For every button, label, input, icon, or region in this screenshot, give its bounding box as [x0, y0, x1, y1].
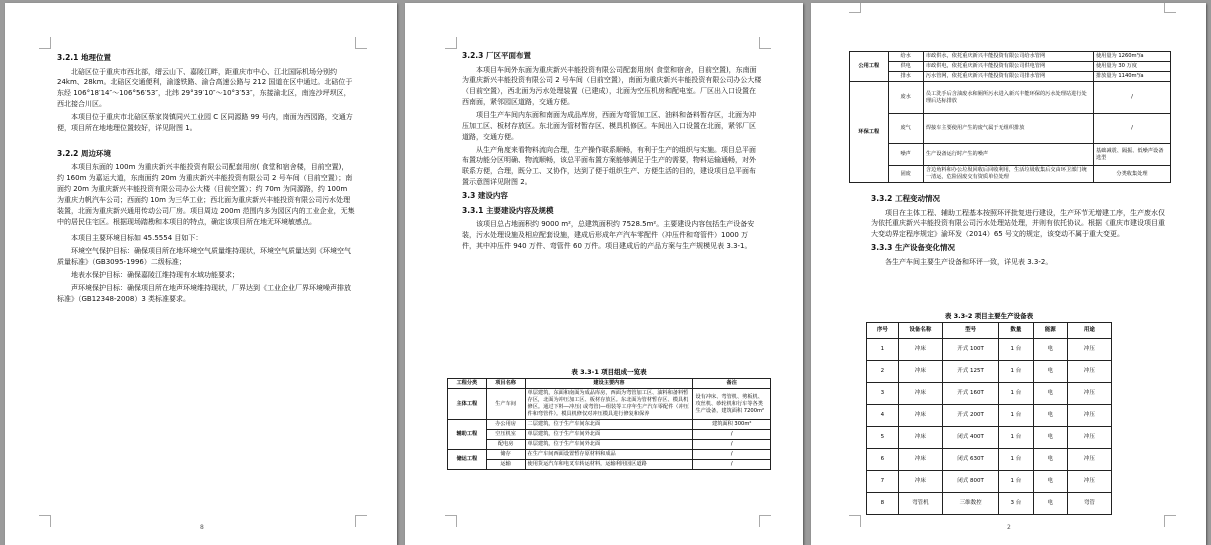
table-cell: / [693, 430, 771, 440]
table-cell: 冲压 [1067, 449, 1111, 471]
table-cell: / [693, 440, 771, 450]
table-cell: 含边角料和办公垃圾回收后回收利用，生活垃圾收集后交由环卫部门统一清运，危险固废交有资质单位处理 [923, 166, 1093, 183]
table-cell: 单层建筑，位于生产车间外北面 [525, 440, 693, 450]
table-row [850, 114, 1171, 144]
table-cell: 市政供电，依托重庆新兴丰能投资有限公司供电管网 [923, 62, 1093, 72]
table-header-cell: 用途 [1067, 323, 1111, 339]
table-row [867, 383, 1112, 405]
paragraph: 北碚区位于重庆市西北部，缙云山下、嘉陵江畔，距重庆市中心、江北国际机场分别约 24km、28km。北碚区交通便利，渝遂铁路、渝合高速公路与 212 国道在区中通过。北碚位于东经 106°18′14″～106°56′53″，北纬 29°39′10″～10°3′53″，东接渝北区，南连沙坪坝区，西北接合川区。 [57, 67, 353, 109]
table-cell: 污水管网，依托重庆新兴丰能投资有限公司排水管网 [923, 72, 1093, 82]
table-cell: 5 [867, 427, 899, 449]
table-row [850, 72, 1171, 82]
table-cell: 8 [867, 493, 899, 515]
table-cell: 储存 [486, 450, 525, 460]
table-cell: 电 [1033, 471, 1067, 493]
table-cell: 储运工程 [448, 450, 487, 470]
equipment-table-wrapper [866, 309, 1112, 515]
table-cell: 电 [1033, 449, 1067, 471]
table-cell: 闭式 800T [942, 471, 998, 493]
page-number: 2 [1007, 524, 1011, 531]
table-cell: 闭式 400T [942, 427, 998, 449]
table-row [867, 361, 1112, 383]
table-cell: 1 台 [999, 449, 1033, 471]
table-cell: 使用量为 1260m³/a [1093, 52, 1170, 62]
page-number: 8 [200, 524, 204, 531]
table-cell: 固废 [888, 166, 923, 183]
table-header-cell: 能源 [1033, 323, 1067, 339]
table-row [850, 52, 1171, 62]
table-caption: 表 3.3-1 项目组成一览表 [571, 368, 647, 376]
table-cell: 办公用房 [486, 420, 525, 430]
table-cell: 冲床 [898, 361, 942, 383]
table-cell: 冲床 [898, 449, 942, 471]
margin-mark [445, 37, 457, 49]
paragraph: 项目在主体工程、辅助工程基本按照环评批复进行建设，生产环节无增建工序，生产废水仅为依托重庆新兴丰能投资有限公司污水处理站处理，并则有依托协议。根据《重庆市建设项目重大变动界定程序规定》渝环发（2014）65 号文的规定，该变动不属于重大变更。 [871, 208, 1165, 239]
heading-3-3: 3.3 建设内容 [462, 190, 508, 200]
paragraph: 各生产车间主要生产设备和环评一致，详见表 3.3-2。 [885, 257, 1053, 266]
table-3-3-1-wrapper [447, 365, 771, 470]
table-cell: 2 [867, 361, 899, 383]
table-cell: 生产设备运行时产生的噪声 [923, 144, 1093, 166]
margin-mark [39, 515, 51, 527]
table-cell: 电 [1033, 405, 1067, 427]
table-cell: 1 台 [999, 471, 1033, 493]
table-cell: / [693, 460, 771, 470]
table-cell: 1 [867, 339, 899, 361]
table-cell: 使用量为 30 万度 [1093, 62, 1170, 72]
margin-mark [39, 37, 51, 49]
table-cell: 配电房 [486, 440, 525, 450]
heading-3-3-1: 3.3.1 主要建设内容及规模 [462, 205, 554, 215]
table-row [850, 62, 1171, 72]
margin-mark [759, 515, 771, 527]
table-cell: 市政供水，依托重庆新兴丰能投资有限公司给水管网 [923, 52, 1093, 62]
project-composition-table-continued [849, 51, 1171, 183]
table-cell: 1 台 [999, 427, 1033, 449]
table-cell: / [1093, 114, 1170, 144]
heading-3-2-3: 3.2.3 厂区平面布置 [462, 51, 531, 60]
margin-mark [355, 37, 367, 49]
margin-mark [1164, 515, 1176, 527]
table-cell: 在生产车间西面设置暂存原材料和成品 [525, 450, 693, 460]
document-page-3 [811, 3, 1206, 545]
table-cell: 使用货运汽车和电叉车转运材料，运输利用园区道路 [525, 460, 693, 470]
table-cell: 冲压 [1067, 427, 1111, 449]
table-cell: / [693, 450, 771, 460]
paragraph: 声环境保护目标：确保项目所在地声环境维持现状，厂界达到《工业企业厂界环境噪声排放标准》（GB12348-2008）3 类标准要求。 [57, 283, 351, 303]
margin-mark [445, 515, 457, 527]
table-cell: 电 [1033, 383, 1067, 405]
page-3-text [871, 191, 1167, 270]
heading-3-3-2: 3.3.2 工程变动情况 [871, 194, 940, 203]
table-row [850, 166, 1171, 183]
table-row [850, 144, 1171, 166]
table-row [867, 339, 1112, 361]
table-cell: 基础减震、隔振、低噪声设备选型 [1093, 144, 1170, 166]
equipment-table [866, 322, 1112, 515]
paragraph: 环境空气保护目标：确保项目所在地环境空气质量维持现状，环境空气质量达到《环境空气质量标准》（GB3095-1996）二级标准； [57, 247, 351, 267]
table-cell: 电 [1033, 361, 1067, 383]
heading-3-2-1: 3.2.1 地理位置 [57, 53, 111, 62]
heading-3-2-2: 3.2.2 周边环境 [57, 148, 111, 158]
table-header-row [448, 379, 771, 389]
table-cell: 1 台 [999, 361, 1033, 383]
paragraph: 本项目车间外东面为重庆新兴丰能投资有限公司配套用房( 食堂和宿舍，目前空置)，东南面为重庆新兴丰能投资有限公司 2 号车间（目前空置），南面为重庆新兴丰能投资有限公司办公大楼（目前空置），西北面为污水处理装置（已建成），北面为空压机房和配电室。厂区出入口设置在西南面，紧邻园区道路，交通方便。 [462, 65, 762, 107]
margin-mark [849, 3, 861, 13]
document-page-2 [405, 3, 803, 545]
table-cell: 设有冲床、弯管机、剪板机、攻丝机、砂轮机和行车等各类生产设备，建筑面积 7200m² [693, 389, 771, 420]
table-header-cell: 设备名称 [898, 323, 942, 339]
table-cell: 冲床 [898, 471, 942, 493]
table-header-cell: 型号 [942, 323, 998, 339]
table-cell: 员工洗手后含油废水和厕所污水进入新兴丰能环保的污水处理站进行处理后达标排放 [923, 82, 1093, 114]
table-header-row [867, 323, 1112, 339]
table-cell: 主体工程 [448, 389, 487, 420]
table-cell: 1 台 [999, 339, 1033, 361]
table-cell: 建筑面积 300m² [693, 420, 771, 430]
table-cell: 排水 [888, 72, 923, 82]
paragraph: 从生产角度来看物料流向合理，生产操作联系顺畅，有利于生产的组织与实施。项目总平面布置功能分区明确、物流顺畅，该总平面布置方案能够满足于生产的需要，物料运输通畅，对外联系方便，合理，既分工、又协作，达到了便于组织生产、方便生活的目的，建设项目总平面布置示意图详见附图 2。 [462, 145, 756, 187]
table-3-3-1-continued-wrapper [849, 51, 1171, 183]
table-cell: 冲压 [1067, 339, 1111, 361]
table-cell: 1 台 [999, 405, 1033, 427]
table-row [448, 430, 771, 440]
paragraph: 本项目主要环境目标如 45.5554 目如下： [71, 234, 203, 243]
equipment-table-body [867, 339, 1112, 515]
table-cell: 冲床 [898, 405, 942, 427]
table-cell: 冲压 [1067, 471, 1111, 493]
table-header-cell: 备注 [693, 379, 771, 389]
paragraph: 地表水保护目标：确保嘉陵江维持现有水域功能要求； [71, 270, 239, 279]
table-cell: 开式 125T [942, 361, 998, 383]
table-row [448, 440, 771, 450]
table-cell: 6 [867, 449, 899, 471]
table-cell: 运输 [486, 460, 525, 470]
table-cell: 给水 [888, 52, 923, 62]
table-cell: 弯管机 [898, 493, 942, 515]
project-composition-table [447, 378, 771, 470]
table-row [867, 471, 1112, 493]
table-cell: 单层建筑，东面和南面为成品库房，西面为弯管加工区、油料和备料暂存区，北面为冲压加工区、板材存放区。东北面为管材暂存区、模具机修区。通过下料—冲压( 或弯管)—组装等工序年生产汽车零配件（冲压件和弯管件）。模具机修仅对冲压模具进行修复和保养 [525, 389, 693, 420]
table-cell: 电 [1033, 493, 1067, 515]
paragraph: 该项目总占地面积约 9000 m²，总建筑面积约 7528.5m²。主要建设内容包括生产设备安装，污水处理设施及相应配套设施，建成后形成年产汽车零配件（冲压件和弯管件）1000 万件，其中冲压件 940 万件、弯管件 60 万件。项目建成后的产品方案与生产规模见表 3.3-1。 [462, 220, 755, 250]
document-page-1 [5, 3, 397, 545]
table-header-cell: 数量 [999, 323, 1033, 339]
table-cell: 1 台 [999, 383, 1033, 405]
margin-mark [849, 515, 861, 527]
table-cell: 空压机室 [486, 430, 525, 440]
table-row [448, 450, 771, 460]
table-cell: 3 台 [999, 493, 1033, 515]
table-cell: 单层建筑，位于生产车间外北面 [525, 430, 693, 440]
page-1-text [57, 50, 355, 306]
table-cell: / [1093, 82, 1170, 114]
table-header-cell: 建设主要内容 [525, 379, 693, 389]
table-cell: 7 [867, 471, 899, 493]
table-cell: 三维数控 [942, 493, 998, 515]
table-cell: 环保工程 [850, 82, 889, 183]
table-header-cell: 序号 [867, 323, 899, 339]
table-cell: 电 [1033, 427, 1067, 449]
table-row [867, 405, 1112, 427]
table-cell: 冲压 [1067, 383, 1111, 405]
table-cell: 冲压 [1067, 405, 1111, 427]
table-cell: 公用工程 [850, 52, 889, 82]
table-cell: 焊接车主要使用产生的废气属于无组织排放 [923, 114, 1093, 144]
paragraph: 项目生产车间内东面和南面为成品库房，西面为弯管加工区、油料和备料暂存区，北面为冲压加工区、板材存放区。东北面为管材暂存区、模具机修区。车间出入口设置在北面，紧邻厂区道路，交通方便。 [462, 111, 756, 141]
table-cell: 冲床 [898, 339, 942, 361]
table-cell: 噪声 [888, 144, 923, 166]
table-cell: 废水 [888, 82, 923, 114]
table-cell: 辅助工程 [448, 420, 487, 450]
table-cell: 电 [1033, 339, 1067, 361]
table-cell: 冲床 [898, 383, 942, 405]
table-row [448, 420, 771, 430]
table-cell: 废气 [888, 114, 923, 144]
table-row [867, 493, 1112, 515]
table-cell: 分类收集处理 [1093, 166, 1170, 183]
table-cell: 3 [867, 383, 899, 405]
table-cell: 开式 100T [942, 339, 998, 361]
table-cell: 闭式 630T [942, 449, 998, 471]
table-row [867, 427, 1112, 449]
paragraph: 本项目东面的 100m 为重庆新兴丰能投资有限公司配套用房( 食堂和宿舍楼，目前空置)，约 160m 为嘉运大道，东南面约 20m 为重庆新兴丰能投资有限公司 2 号车间（目前空置）；南面约 20m 为重庆新兴丰能投资有限公司办公大楼（目前空置）；约 70m 为同源路，约 100m 为重庆力帆汽车公司；西面约 10m 为三华工业；西北面为重庆新兴丰能投资有限公司污水处理装置，北面为重庆新兴通用传动公司厂房。项目周边 200m 范围内多为园区内的工业企业，无集中的居民住宅区。根据现场踏勘和本项目的特点，确定该项目所在地无环境敏感点。 [57, 163, 355, 226]
table-cell: 开式 160T [942, 383, 998, 405]
table-cell: 供电 [888, 62, 923, 72]
table-cell: 开式 200T [942, 405, 998, 427]
table-cell: 弯管 [1067, 493, 1111, 515]
table-cell: 二层建筑，位于生产车间东北面 [525, 420, 693, 430]
table-cell: 生产车间 [486, 389, 525, 420]
page-2-text [462, 48, 762, 254]
table-cell: 排放量为 1140m³/a [1093, 72, 1170, 82]
table-caption: 表 3.3-2 项目主要生产设备表 [944, 312, 1034, 320]
paragraph: 本项目位于重庆市北碚区蔡家岗镇同兴工业园 C 区同源路 99 号内，南面为西园路，交通方便，项目所在地地理位置较好，详见附图 1。 [57, 113, 353, 132]
heading-3-3-3: 3.3.3 生产设备变化情况 [871, 243, 955, 253]
margin-mark [1164, 3, 1176, 13]
table-row [867, 449, 1112, 471]
table-cell: 冲床 [898, 427, 942, 449]
table-row [448, 389, 771, 420]
table-row [850, 82, 1171, 114]
table-header-cell: 项目名称 [486, 379, 525, 389]
table-cell: 4 [867, 405, 899, 427]
table-header-cell: 工程分类 [448, 379, 487, 389]
margin-mark [355, 515, 367, 527]
table-row [448, 460, 771, 470]
table-cell: 冲压 [1067, 361, 1111, 383]
